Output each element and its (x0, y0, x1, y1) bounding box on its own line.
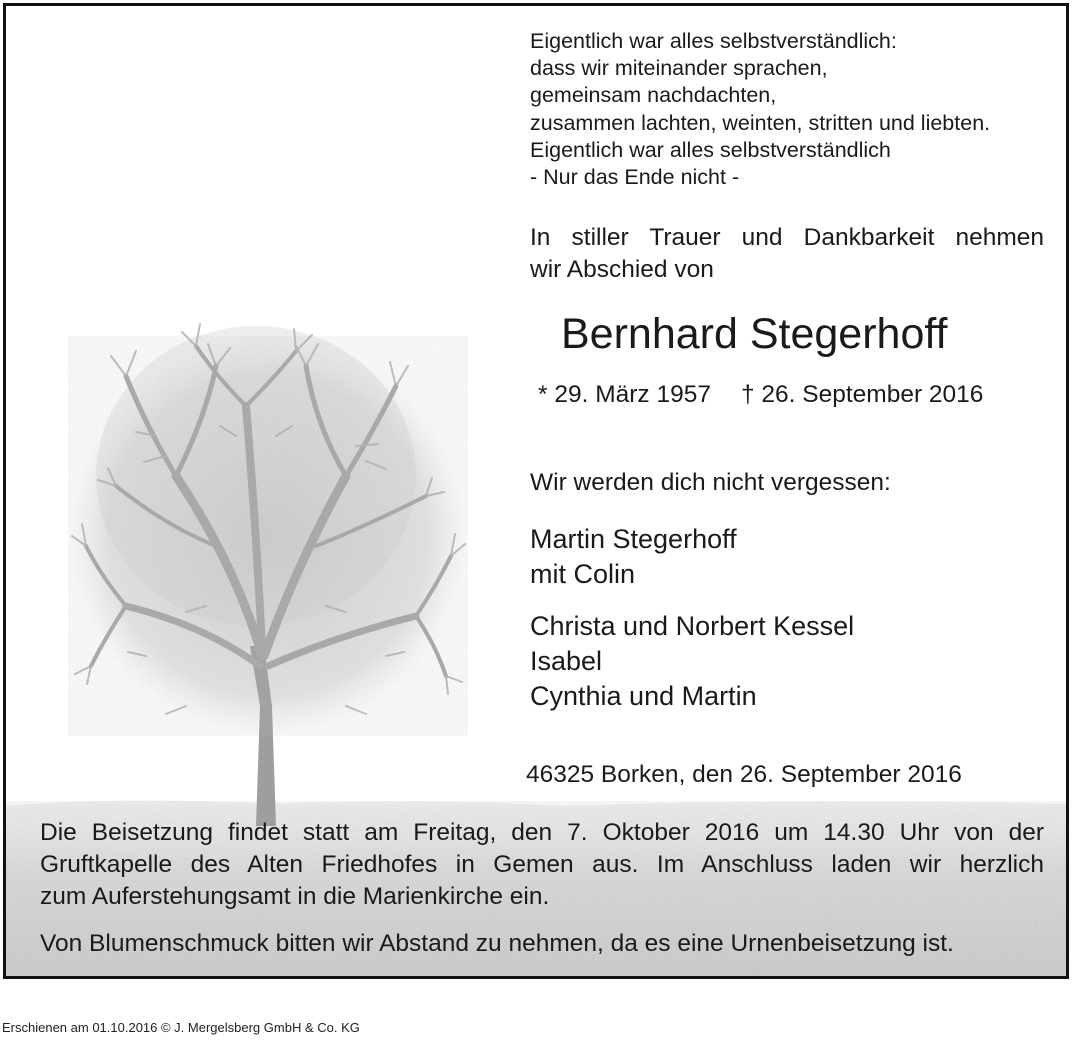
funeral-details (40, 817, 1044, 913)
funeral-line: zum Auferstehungsamt in die Marienkirche ein. (40, 883, 550, 910)
mourner-name: Martin Stegerhoff (530, 524, 737, 554)
intro-line: In stiller Trauer und Dankbarkeit nehmen (530, 224, 1044, 251)
poem-line: Eigentlich war alles selbstverständlich: (530, 29, 897, 53)
remembrance-line: Wir werden dich nicht vergessen: (530, 469, 891, 496)
poem-line: Eigentlich war alles selbstverständlich (530, 137, 891, 162)
mourner-group (530, 522, 737, 592)
place-and-date: 46325 Borken, den 26. September 2016 (526, 761, 962, 788)
life-dates (538, 378, 983, 412)
poem-line: gemeinsam nachdachten, (530, 83, 777, 108)
birth-date: * 29. März 1957 (538, 381, 711, 408)
funeral-line: Die Beisetzung findet statt am Freitag, den 7. Oktober 2016 um 14.30 Uhr von der (40, 819, 1044, 846)
deceased-name: Bernhard Stegerhoff (561, 310, 948, 358)
death-date: † 26. September 2016 (740, 381, 984, 408)
poem-line: dass wir miteinander sprachen, (530, 56, 828, 81)
poem-line: zusammen lachten, weinten, stritten und liebten. (530, 110, 991, 135)
mourning-intro (530, 222, 1044, 286)
mourner-group (530, 609, 854, 714)
poem (530, 28, 990, 191)
mourner-name: Cynthia und Martin (530, 681, 757, 711)
flowers-note: Von Blumenschmuck bitten wir Abstand zu nehmen, da es eine Urnenbeisetzung ist. (40, 930, 954, 957)
obituary-notice (3, 3, 1069, 979)
funeral-line: Gruftkapelle des Alten Friedhofes in Gemen aus. Im Anschluss laden wir herzlich (40, 851, 1044, 878)
mourner-name: Isabel (530, 646, 603, 676)
mourner-name: Christa und Norbert Kessel (530, 611, 855, 641)
publication-footer: Erschienen am 01.10.2016 © J. Mergelsberg GmbH & Co. KG (2, 1020, 360, 1035)
mourner-name: mit Colin (530, 559, 636, 589)
poem-line: - Nur das Ende nicht - (530, 164, 740, 189)
intro-line: wir Abschied von (530, 256, 714, 283)
